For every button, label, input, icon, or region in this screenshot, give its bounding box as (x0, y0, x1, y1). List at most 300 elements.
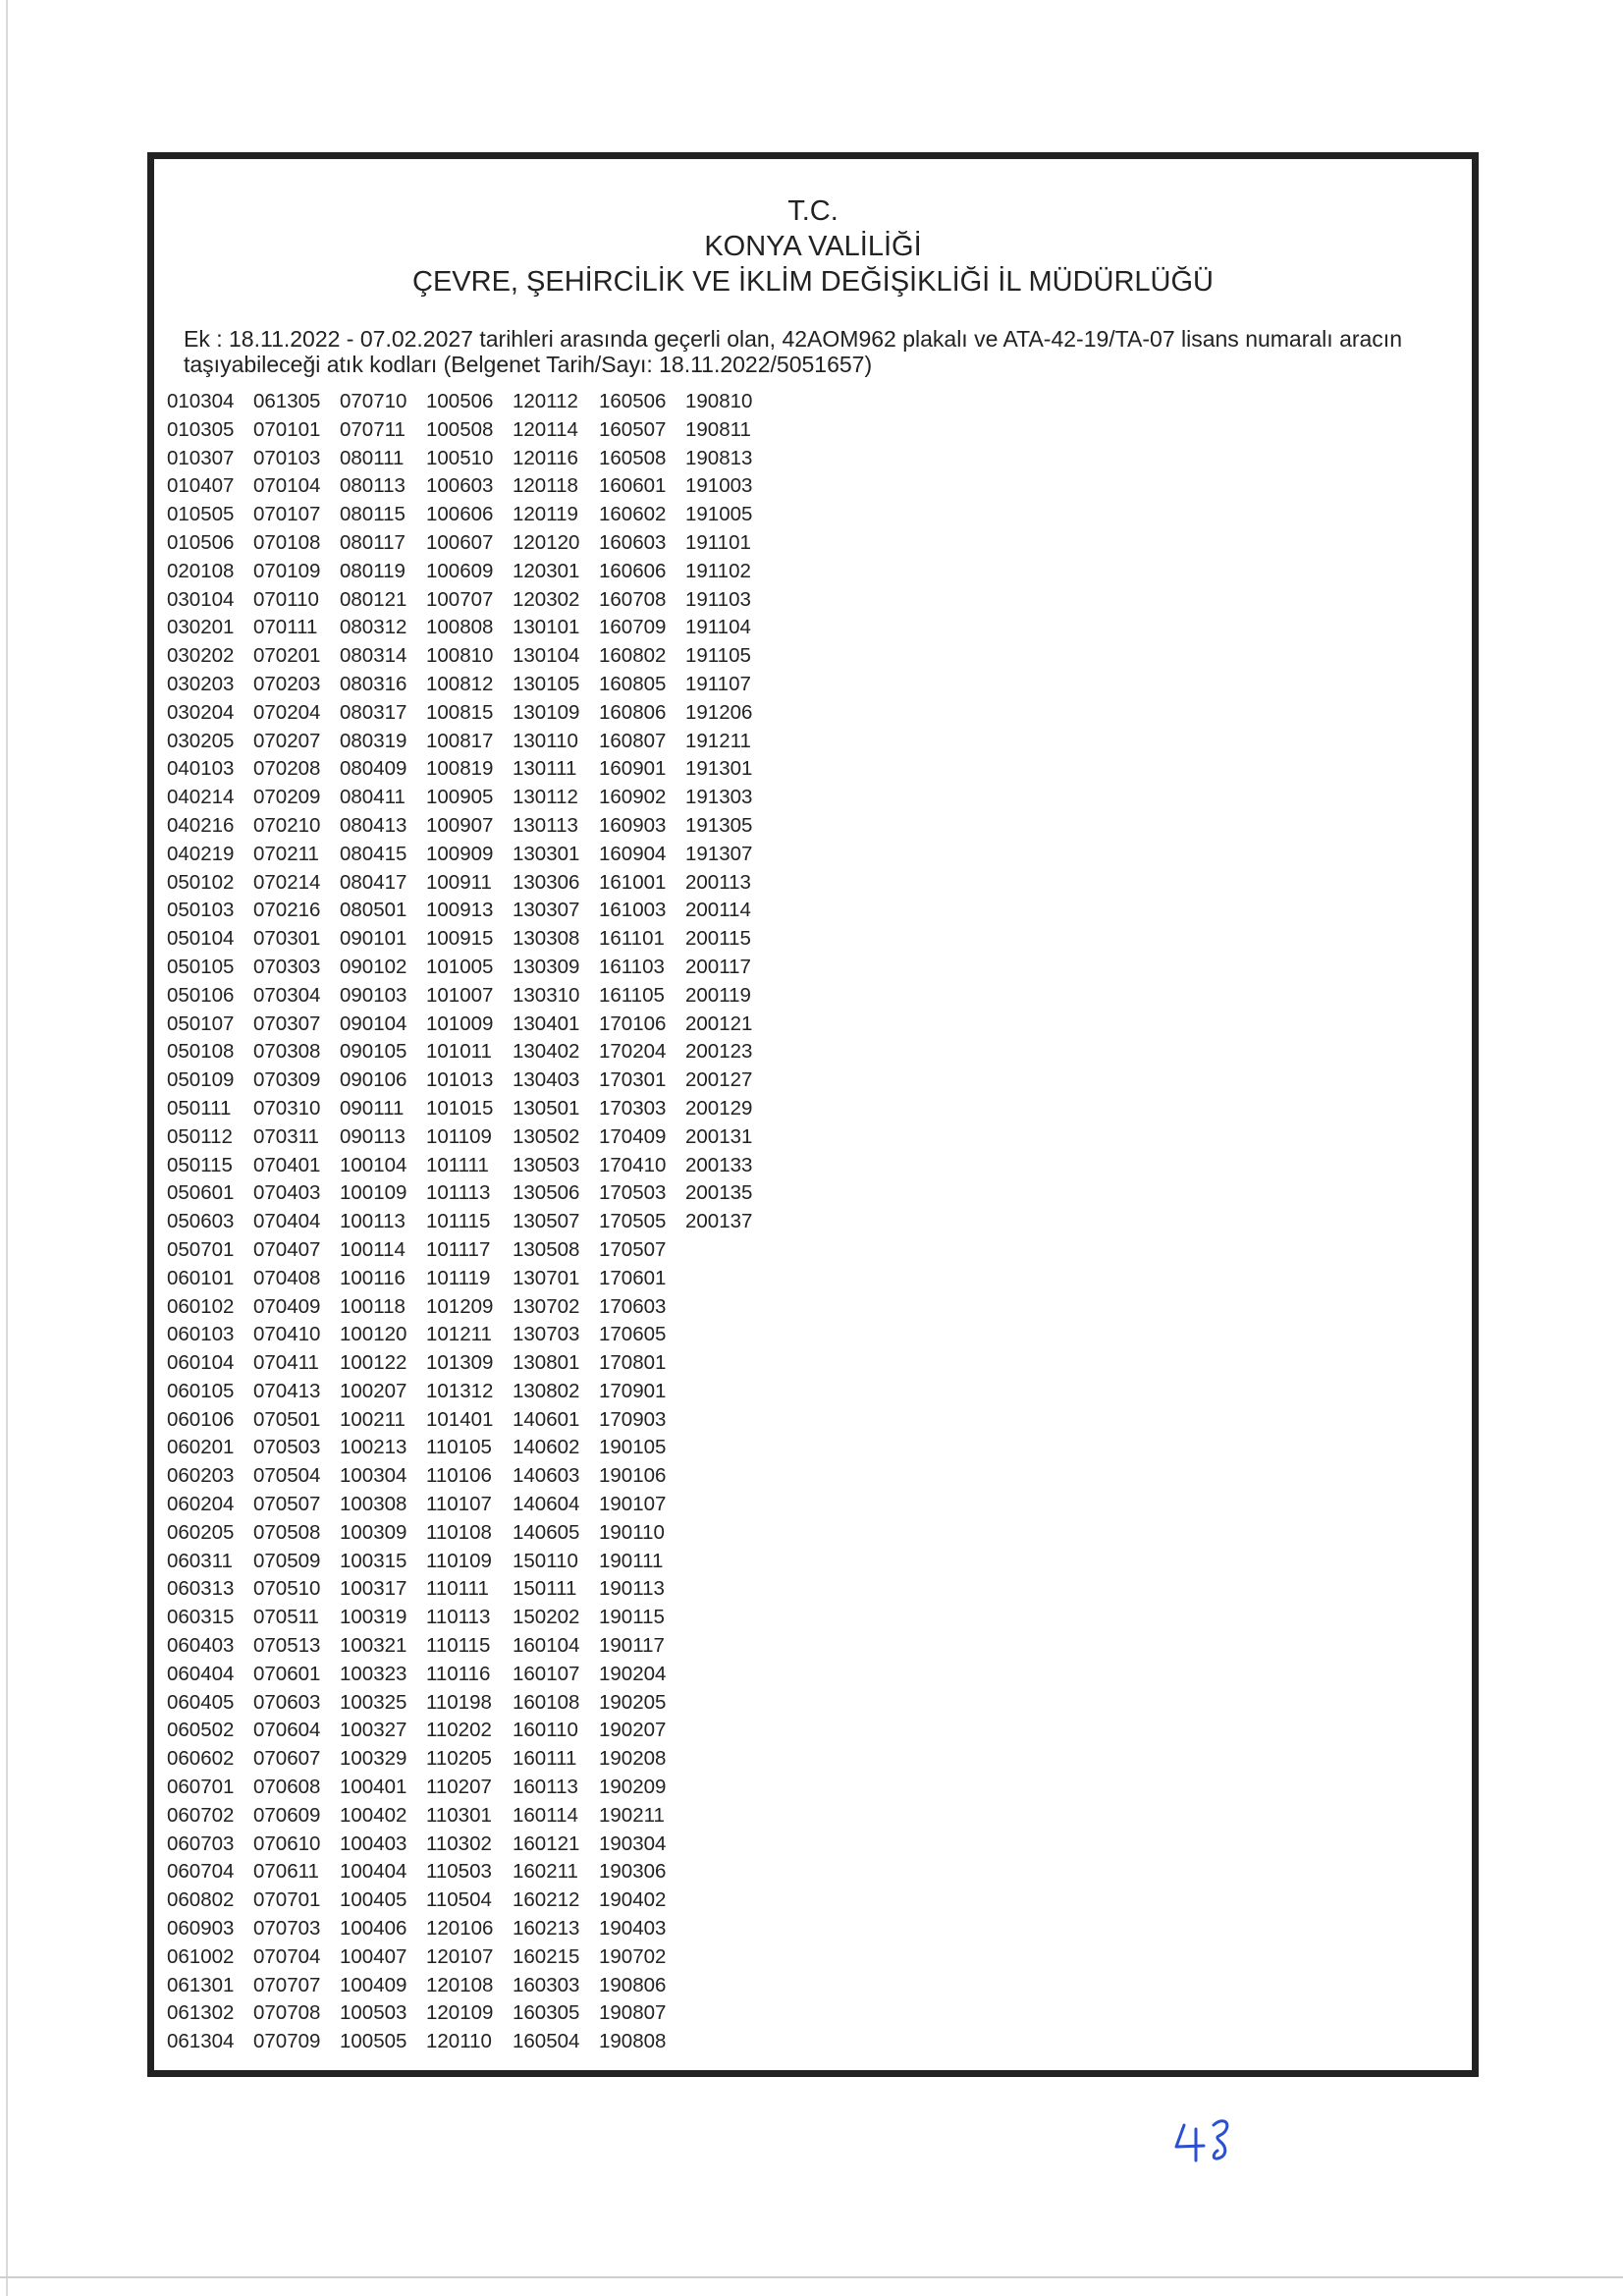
waste-code: 070111 (253, 616, 318, 639)
waste-code: 070303 (253, 955, 321, 978)
waste-code: 160603 (599, 530, 667, 554)
waste-code: 070603 (253, 1690, 321, 1714)
waste-code: 140601 (513, 1407, 580, 1431)
waste-code: 060701 (167, 1776, 235, 1799)
waste-code: 080417 (340, 870, 407, 894)
waste-code: 070301 (253, 927, 321, 951)
waste-code: 030202 (167, 644, 235, 668)
waste-code: 101119 (426, 1266, 491, 1289)
waste-code: 060204 (167, 1493, 235, 1516)
waste-code: 190304 (599, 1831, 667, 1855)
code-row (167, 1886, 772, 1915)
waste-code: 160708 (599, 587, 667, 611)
waste-code: 050115 (167, 1153, 233, 1176)
code-row (167, 416, 772, 445)
waste-code: 070311 (253, 1124, 319, 1148)
waste-code: 161103 (599, 955, 665, 978)
waste-code: 190808 (599, 2030, 667, 2053)
waste-code: 090102 (340, 955, 407, 978)
waste-code: 160110 (513, 1719, 578, 1742)
waste-code: 160806 (599, 700, 667, 724)
waste-code: 070611 (253, 1860, 319, 1884)
waste-code: 070208 (253, 757, 321, 781)
waste-code: 050111 (167, 1096, 232, 1120)
waste-code: 040103 (167, 757, 235, 781)
waste-code: 200135 (685, 1181, 753, 1205)
waste-code: 120114 (513, 417, 578, 441)
waste-code: 060104 (167, 1351, 235, 1375)
waste-code: 100116 (340, 1266, 406, 1289)
code-row (167, 586, 772, 615)
waste-code: 130401 (513, 1011, 580, 1035)
waste-code: 190810 (685, 390, 753, 412)
code-row (167, 1858, 772, 1886)
waste-code: 101007 (426, 983, 494, 1007)
waste-code: 070108 (253, 530, 321, 554)
code-row (167, 1774, 772, 1802)
waste-code: 191103 (685, 587, 751, 611)
waste-code: 100109 (340, 1181, 407, 1205)
header-tc: T.C. (787, 195, 839, 227)
waste-code: 090105 (340, 1040, 407, 1064)
document-header (154, 193, 1472, 300)
code-row (167, 501, 772, 529)
waste-code: 060106 (167, 1407, 235, 1431)
waste-code: 130402 (513, 1040, 580, 1064)
waste-code: 061002 (167, 1944, 235, 1968)
waste-code: 100907 (426, 813, 494, 837)
waste-code: 090111 (340, 1096, 405, 1120)
waste-code: 100819 (426, 757, 494, 781)
waste-code: 070507 (253, 1493, 321, 1516)
waste-code: 191003 (685, 474, 753, 498)
waste-code: 100401 (340, 1776, 407, 1799)
waste-code: 161101 (599, 927, 665, 951)
code-row (167, 869, 772, 898)
waste-code: 160213 (513, 1917, 580, 1941)
waste-code: 170605 (599, 1323, 667, 1346)
waste-code: 190403 (599, 1917, 667, 1941)
waste-code: 101117 (426, 1237, 491, 1261)
waste-code: 100402 (340, 1803, 407, 1827)
waste-code: 070509 (253, 1549, 321, 1572)
waste-code: 130802 (513, 1379, 580, 1402)
waste-code: 060403 (167, 1634, 235, 1658)
waste-code: 130502 (513, 1124, 580, 1148)
waste-code: 100315 (340, 1549, 407, 1572)
waste-code: 160108 (513, 1690, 580, 1714)
waste-code: 170505 (599, 1210, 667, 1233)
code-row (167, 1632, 772, 1661)
code-row (167, 2028, 772, 2056)
waste-code-table (167, 388, 772, 2056)
waste-code: 130507 (513, 1210, 580, 1233)
annex-note (184, 326, 1460, 377)
waste-code: 070610 (253, 1831, 321, 1855)
waste-code: 010307 (167, 446, 235, 469)
waste-code: 100325 (340, 1690, 407, 1714)
waste-code: 100815 (426, 700, 494, 724)
code-row (167, 1406, 772, 1435)
waste-code: 070409 (253, 1294, 321, 1318)
waste-code: 030201 (167, 616, 235, 639)
waste-code: 170204 (599, 1040, 667, 1064)
waste-code: 160121 (513, 1831, 580, 1855)
code-row (167, 1066, 772, 1095)
waste-code: 160107 (513, 1662, 580, 1685)
waste-code: 070101 (253, 417, 321, 441)
waste-code: 200117 (685, 955, 751, 978)
waste-code: 070204 (253, 700, 321, 724)
waste-code: 070107 (253, 503, 321, 526)
code-row (167, 954, 772, 982)
waste-code: 060704 (167, 1860, 235, 1884)
waste-code: 160506 (599, 390, 667, 412)
waste-code: 120106 (426, 1917, 494, 1941)
scan-bottom-edge (0, 2276, 1623, 2278)
waste-code: 100403 (340, 1831, 407, 1855)
waste-code: 080316 (340, 672, 407, 695)
waste-code: 061301 (167, 1973, 235, 1996)
waste-code: 070103 (253, 446, 321, 469)
code-row (167, 1661, 772, 1689)
waste-code: 100609 (426, 559, 494, 582)
waste-code: 160113 (513, 1776, 578, 1799)
code-row (167, 472, 772, 501)
waste-code: 100812 (426, 672, 494, 695)
waste-code: 070310 (253, 1096, 321, 1120)
waste-code: 190204 (599, 1662, 667, 1685)
waste-code: 050106 (167, 983, 235, 1007)
waste-code: 060101 (167, 1266, 235, 1289)
waste-code: 120110 (426, 2030, 492, 2053)
waste-code: 110503 (426, 1860, 492, 1884)
code-row (167, 671, 772, 699)
waste-code: 040219 (167, 842, 235, 865)
waste-code: 100120 (340, 1323, 407, 1346)
waste-code: 070104 (253, 474, 321, 498)
waste-code: 160902 (599, 786, 667, 809)
waste-code: 100909 (426, 842, 494, 865)
waste-code: 070110 (253, 587, 319, 611)
waste-code: 160504 (513, 2030, 580, 2053)
waste-code: 160602 (599, 503, 667, 526)
waste-code: 061305 (253, 390, 321, 412)
waste-code: 010305 (167, 417, 235, 441)
waste-code: 060602 (167, 1747, 235, 1771)
waste-code: 130506 (513, 1181, 580, 1205)
waste-code: 190306 (599, 1860, 667, 1884)
waste-code: 060903 (167, 1917, 235, 1941)
waste-code: 080317 (340, 700, 407, 724)
waste-code: 060404 (167, 1662, 235, 1685)
waste-code: 101009 (426, 1011, 494, 1035)
waste-code: 170507 (599, 1237, 667, 1261)
waste-code: 110202 (426, 1719, 492, 1742)
code-row (167, 1802, 772, 1831)
waste-code: 170503 (599, 1181, 667, 1205)
waste-code: 100405 (340, 1888, 407, 1912)
waste-code: 200123 (685, 1040, 753, 1064)
waste-code: 190115 (599, 1606, 665, 1629)
waste-code: 050701 (167, 1237, 235, 1261)
waste-code: 170106 (599, 1011, 667, 1035)
waste-code: 190211 (599, 1803, 665, 1827)
code-row (167, 1831, 772, 1859)
waste-code: 170410 (599, 1153, 667, 1176)
document-frame (147, 152, 1479, 2077)
waste-code: 060203 (167, 1464, 235, 1488)
waste-code: 170303 (599, 1096, 667, 1120)
code-row (167, 1972, 772, 2000)
waste-code: 110302 (426, 1831, 492, 1855)
waste-code: 191305 (685, 813, 753, 837)
waste-code: 120112 (513, 390, 578, 412)
waste-code: 061304 (167, 2030, 235, 2053)
waste-code: 080415 (340, 842, 407, 865)
waste-code: 170801 (599, 1351, 667, 1375)
waste-code: 080413 (340, 813, 407, 837)
waste-code: 070307 (253, 1011, 321, 1035)
waste-code: 070709 (253, 2030, 321, 2053)
header-governorship: KONYA VALİLİĞİ (704, 231, 922, 262)
waste-code: 020108 (167, 559, 235, 582)
waste-code: 060405 (167, 1690, 235, 1714)
waste-code: 080501 (340, 899, 407, 922)
waste-code: 070708 (253, 2001, 321, 2025)
waste-code: 140603 (513, 1464, 580, 1488)
waste-code: 130307 (513, 899, 580, 922)
waste-code: 010407 (167, 474, 235, 498)
waste-code: 110198 (426, 1690, 492, 1714)
waste-code: 160805 (599, 672, 667, 695)
waste-code: 090101 (340, 927, 407, 951)
waste-code: 100404 (340, 1860, 407, 1884)
waste-code: 200129 (685, 1096, 753, 1120)
code-row (167, 1462, 772, 1491)
waste-code: 130309 (513, 955, 580, 978)
waste-code: 160114 (513, 1803, 578, 1827)
waste-code: 070401 (253, 1153, 321, 1176)
waste-code: 060702 (167, 1803, 235, 1827)
waste-code: 101209 (426, 1294, 494, 1318)
waste-code: 100213 (340, 1436, 407, 1459)
waste-code: 070304 (253, 983, 321, 1007)
waste-code: 060703 (167, 1831, 235, 1855)
waste-code: 070408 (253, 1266, 321, 1289)
waste-code: 190402 (599, 1888, 667, 1912)
waste-code: 170301 (599, 1068, 667, 1092)
waste-code: 160212 (513, 1888, 580, 1912)
waste-code: 100915 (426, 927, 494, 951)
waste-code: 130703 (513, 1323, 580, 1346)
waste-code: 060315 (167, 1606, 235, 1629)
code-row (167, 1491, 772, 1519)
waste-code: 080314 (340, 644, 407, 668)
waste-code: 160807 (599, 729, 667, 752)
waste-code: 070607 (253, 1747, 321, 1771)
code-row (167, 1038, 772, 1066)
waste-code: 200137 (685, 1210, 753, 1233)
header-directorate: ÇEVRE, ŞEHİRCİLİK VE İKLİM DEĞİŞİKLİĞİ İL MÜDÜRLÜĞÜ (412, 266, 1214, 298)
code-row (167, 841, 772, 869)
waste-code: 100211 (340, 1407, 406, 1431)
waste-code: 130501 (513, 1096, 580, 1120)
waste-code: 161001 (599, 870, 667, 894)
waste-code: 200131 (685, 1124, 753, 1148)
waste-code: 090113 (340, 1124, 406, 1148)
code-row (167, 642, 772, 671)
waste-code: 110105 (426, 1436, 492, 1459)
code-row (167, 1011, 772, 1039)
waste-code: 190106 (599, 1464, 667, 1488)
waste-code: 060802 (167, 1888, 235, 1912)
waste-code: 160901 (599, 757, 667, 781)
waste-code: 130101 (513, 616, 580, 639)
waste-code: 130110 (513, 729, 578, 752)
waste-code: 101115 (426, 1210, 491, 1233)
waste-code: 070109 (253, 559, 321, 582)
code-row (167, 897, 772, 925)
waste-code: 100321 (340, 1634, 407, 1658)
waste-code: 191301 (685, 757, 753, 781)
waste-code: 110108 (426, 1520, 492, 1544)
waste-code: 050103 (167, 899, 235, 922)
waste-code: 100114 (340, 1237, 406, 1261)
waste-code: 100508 (426, 417, 494, 441)
waste-code: 130701 (513, 1266, 580, 1289)
waste-code: 190806 (599, 1973, 667, 1996)
code-row (167, 1689, 772, 1718)
waste-code: 030104 (167, 587, 235, 611)
waste-code: 100317 (340, 1577, 407, 1601)
waste-code: 160211 (513, 1860, 578, 1884)
waste-code: 010304 (167, 390, 235, 412)
code-row (167, 388, 772, 416)
waste-code: 070404 (253, 1210, 321, 1233)
waste-code: 190113 (599, 1577, 665, 1601)
waste-code: 130503 (513, 1153, 580, 1176)
waste-code: 190207 (599, 1719, 667, 1742)
code-row (167, 1236, 772, 1265)
waste-code: 100905 (426, 786, 494, 809)
code-row (167, 614, 772, 642)
waste-code: 050102 (167, 870, 235, 894)
waste-code: 110109 (426, 1549, 492, 1572)
code-row (167, 1321, 772, 1349)
code-row (167, 1208, 772, 1236)
waste-code: 100707 (426, 587, 494, 611)
waste-code: 140605 (513, 1520, 580, 1544)
waste-code: 070511 (253, 1606, 319, 1629)
waste-code: 191105 (685, 644, 751, 668)
waste-code: 101015 (426, 1096, 494, 1120)
waste-code: 110116 (426, 1662, 491, 1685)
waste-code: 080409 (340, 757, 407, 781)
waste-code: 100329 (340, 1747, 407, 1771)
code-row (167, 1999, 772, 2028)
waste-code: 140604 (513, 1493, 580, 1516)
waste-code: 050105 (167, 955, 235, 978)
waste-code: 070411 (253, 1351, 319, 1375)
waste-code: 100304 (340, 1464, 407, 1488)
waste-code: 070216 (253, 899, 321, 922)
waste-code: 120109 (426, 2001, 494, 2025)
waste-code: 130301 (513, 842, 580, 865)
waste-code: 060502 (167, 1719, 235, 1742)
waste-code: 100207 (340, 1379, 407, 1402)
code-row (167, 755, 772, 784)
waste-code: 120120 (513, 530, 580, 554)
waste-code: 100606 (426, 503, 494, 526)
code-row (167, 1095, 772, 1123)
waste-code: 110115 (426, 1634, 491, 1658)
waste-code: 050112 (167, 1124, 233, 1148)
code-row (167, 1179, 772, 1208)
waste-code: 060311 (167, 1549, 233, 1572)
waste-code: 070707 (253, 1973, 321, 1996)
waste-code: 100308 (340, 1493, 407, 1516)
waste-code: 150110 (513, 1549, 578, 1572)
code-row (167, 1123, 772, 1152)
waste-code: 160802 (599, 644, 667, 668)
code-row (167, 1604, 772, 1632)
waste-code: 050108 (167, 1040, 235, 1064)
waste-code: 100603 (426, 474, 494, 498)
waste-code: 070308 (253, 1040, 321, 1064)
waste-code: 100407 (340, 1944, 407, 1968)
waste-code: 070510 (253, 1577, 321, 1601)
waste-code: 191307 (685, 842, 753, 865)
code-row (167, 529, 772, 558)
waste-code: 170409 (599, 1124, 667, 1148)
waste-code: 070704 (253, 1944, 321, 1968)
waste-code: 130702 (513, 1294, 580, 1318)
waste-code: 070207 (253, 729, 321, 752)
waste-code: 100113 (340, 1210, 406, 1233)
waste-code: 101111 (426, 1153, 489, 1176)
waste-code: 140602 (513, 1436, 580, 1459)
waste-code: 070203 (253, 672, 321, 695)
waste-code: 070701 (253, 1888, 321, 1912)
waste-code: 200127 (685, 1068, 753, 1092)
waste-code: 191303 (685, 786, 753, 809)
waste-code: 200115 (685, 927, 751, 951)
waste-code: 130508 (513, 1237, 580, 1261)
waste-code: 130105 (513, 672, 580, 695)
code-row (167, 784, 772, 812)
waste-code: 070209 (253, 786, 321, 809)
waste-code: 190208 (599, 1747, 667, 1771)
code-row (167, 1745, 772, 1774)
waste-code: 100911 (426, 870, 492, 894)
waste-code: 120301 (513, 559, 580, 582)
waste-code: 191211 (685, 729, 751, 752)
waste-code: 070601 (253, 1662, 321, 1685)
waste-code: 100913 (426, 899, 494, 922)
waste-code: 100309 (340, 1520, 407, 1544)
waste-code: 100506 (426, 390, 494, 412)
code-row (167, 1717, 772, 1745)
waste-code: 070410 (253, 1323, 321, 1346)
waste-code: 191206 (685, 700, 753, 724)
waste-code: 110107 (426, 1493, 492, 1516)
waste-code: 100406 (340, 1917, 407, 1941)
waste-code: 070210 (253, 813, 321, 837)
waste-code: 150202 (513, 1606, 580, 1629)
waste-code: 100810 (426, 644, 494, 668)
waste-code: 130112 (513, 786, 578, 809)
